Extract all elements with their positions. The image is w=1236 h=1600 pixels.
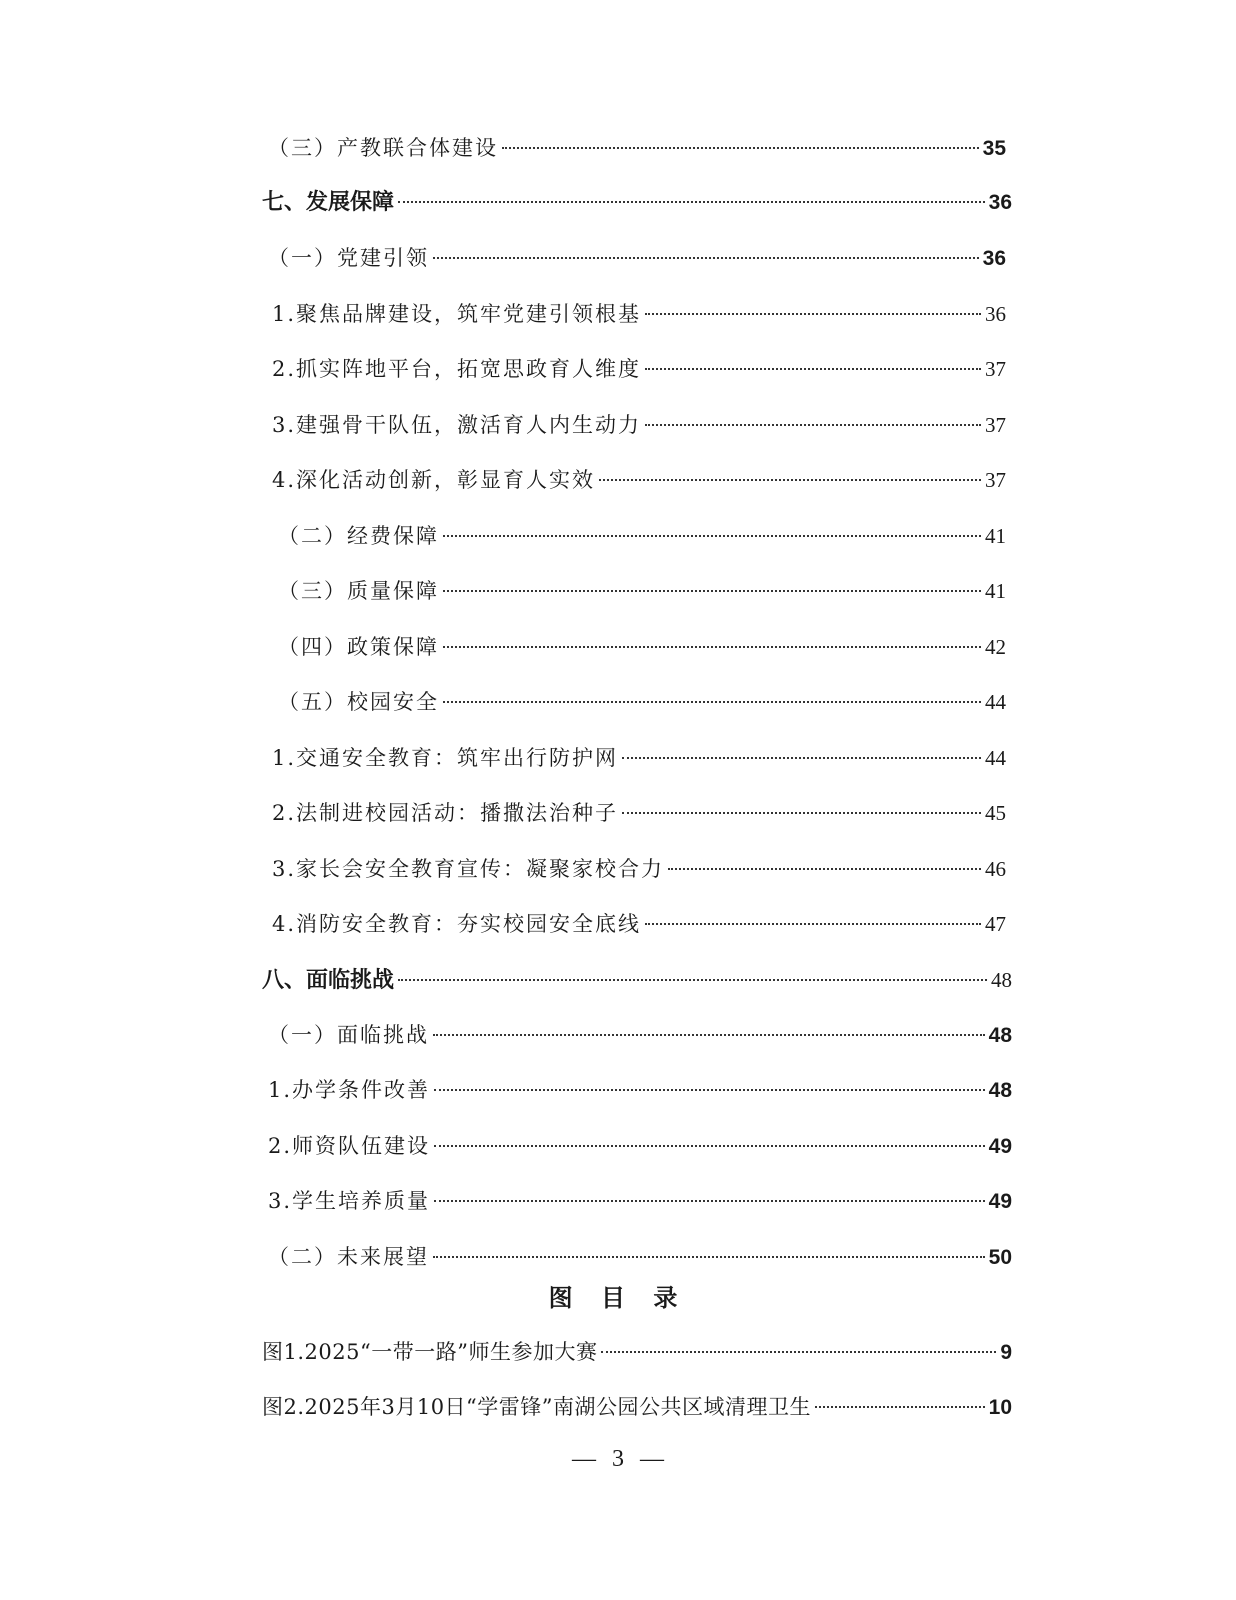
dot-leader [645,424,981,426]
toc-entry-title: 4.消防安全教育：夯实校园安全底线 [272,912,642,936]
dot-leader [601,1351,996,1353]
dot-leader [815,1406,985,1408]
figure-entry-title: 图1.2025“一带一路”师生参加大赛 [262,1340,598,1364]
toc-entry[interactable] [268,1073,1012,1107]
toc-entry[interactable] [272,463,1006,497]
toc-entry-title: 2.法制进校园活动：播撒法治种子 [272,801,619,825]
toc-entry[interactable] [272,352,1006,386]
toc-entry-title: 3.家长会安全教育宣传：凝聚家校合力 [272,857,665,881]
dot-leader [645,923,981,925]
toc-entry-title: （三）质量保障 [278,579,439,603]
toc-entry[interactable] [278,630,1006,664]
dot-leader [433,1256,985,1258]
dot-leader [622,812,981,814]
toc-entry-page: 42 [985,635,1006,659]
toc-entry-page: 47 [985,912,1006,936]
toc-entry[interactable] [278,519,1006,553]
toc-entry[interactable] [278,574,1006,608]
dot-leader [434,1145,985,1147]
toc-entry-page: 44 [985,690,1006,714]
dot-leader [622,757,981,759]
toc-entry[interactable] [262,186,1012,220]
dot-leader [668,868,981,870]
figure-entry-page: 9 [1000,1341,1012,1364]
dot-leader [434,1089,985,1091]
dot-leader [443,646,981,648]
page-number: — 3 — [572,1446,664,1472]
toc-entry-page: 50 [988,1246,1012,1269]
dot-leader [433,1034,985,1036]
dot-leader [645,368,981,370]
toc-entry[interactable] [272,408,1006,442]
figure-entry[interactable] [262,1390,1012,1424]
toc-entry[interactable] [278,685,1006,719]
dot-leader [433,257,979,259]
dot-leader [434,1200,985,1202]
toc-entry-page: 41 [985,524,1006,548]
toc-entry-page: 46 [985,857,1006,881]
toc-entry[interactable] [268,241,1006,275]
toc-entry-title: （二）经费保障 [278,524,439,548]
toc-entry-page: 35 [982,137,1006,160]
toc-entry-title: 2.抓实阵地平台，拓宽思政育人维度 [272,357,642,381]
toc-entry-page: 44 [985,746,1006,770]
dot-leader [443,535,981,537]
toc-entry-title: （四）政策保障 [278,635,439,659]
toc-entry-title: 3.学生培养质量 [268,1189,431,1213]
toc-entry-page: 37 [985,357,1006,381]
figure-entry-page: 10 [988,1396,1012,1419]
toc-entry-title: （一）党建引领 [268,246,429,270]
toc-entry-title: 3.建强骨干队伍，激活育人内生动力 [272,413,642,437]
toc-entry[interactable] [272,907,1006,941]
toc-entry[interactable] [262,963,1012,997]
toc-entry-page: 48 [988,1079,1012,1102]
figure-list-heading: 图 目 录 [548,1284,688,1312]
toc-entry-page: 45 [985,801,1006,825]
dot-leader [443,590,981,592]
figure-entry-title: 图2.2025年3月10日“学雷锋”南湖公园公共区域清理卫生 [262,1395,812,1419]
toc-entry-title: 八、面临挑战 [262,968,395,993]
dot-leader [645,313,981,315]
dot-leader [502,147,979,149]
toc-entry-page: 48 [988,1024,1012,1047]
toc-entry[interactable] [268,1129,1012,1163]
toc-entry-title: （二）未来展望 [268,1245,429,1269]
dot-leader [443,701,981,703]
dot-leader [599,479,981,481]
toc-entry-page: 36 [988,191,1012,214]
toc-entry-page: 48 [991,968,1012,992]
toc-entry-page: 36 [985,302,1006,326]
toc-entry-page: 37 [985,468,1006,492]
toc-entry-title: （五）校园安全 [278,690,439,714]
toc-entry[interactable] [272,796,1006,830]
toc-entry-page: 49 [988,1135,1012,1158]
toc-entry[interactable] [268,1184,1012,1218]
toc-entry-title: 2.师资队伍建设 [268,1134,431,1158]
toc-entry[interactable] [268,1018,1012,1052]
dot-leader [398,979,987,981]
toc-entry-title: 4.深化活动创新，彰显育人实效 [272,468,596,492]
dot-leader [398,201,985,203]
toc-entry-title: （一）面临挑战 [268,1023,429,1047]
toc-entry-title: （三）产教联合体建设 [268,136,498,160]
toc-entry-page: 49 [988,1190,1012,1213]
toc-entry-title: 1.交通安全教育：筑牢出行防护网 [272,746,619,770]
toc-entry-title: 1.办学条件改善 [268,1078,431,1102]
toc-entry-page: 41 [985,579,1006,603]
toc-entry[interactable] [268,1240,1012,1274]
toc-entry-page: 36 [982,247,1006,270]
toc-entry[interactable] [272,741,1006,775]
toc-entry-title: 七、发展保障 [262,190,395,215]
toc-entry[interactable] [272,297,1006,331]
toc-entry[interactable] [268,131,1006,165]
figure-entry[interactable] [262,1335,1012,1369]
toc-entry-page: 37 [985,413,1006,437]
toc-entry[interactable] [272,852,1006,886]
toc-entry-title: 1.聚焦品牌建设，筑牢党建引领根基 [272,302,642,326]
